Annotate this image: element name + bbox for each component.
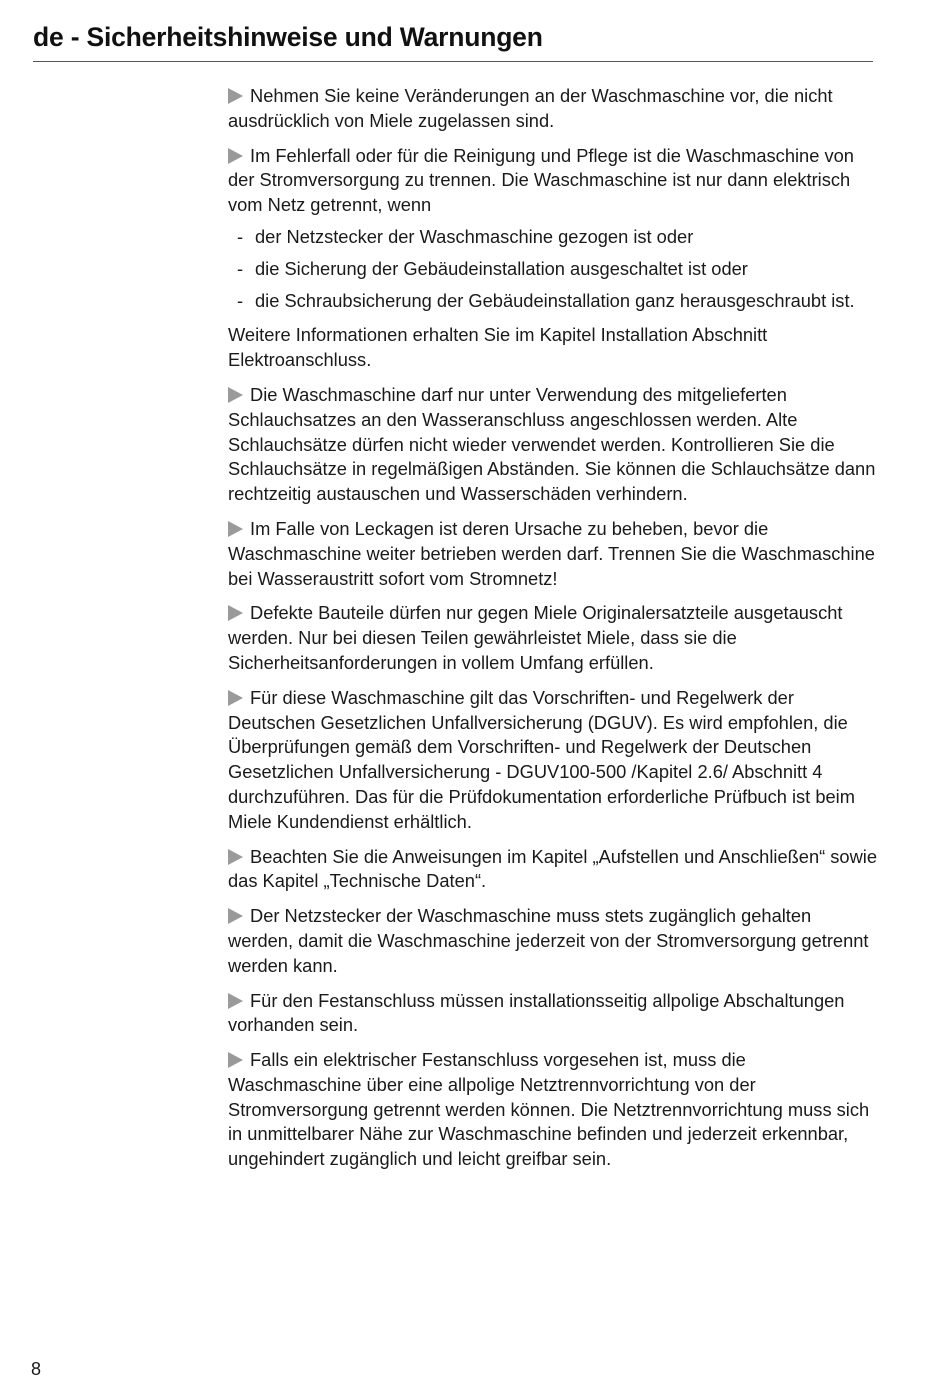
triangle-arrow-icon [228,387,243,403]
list-item [228,289,878,314]
paragraph-text: Die Waschmaschine darf nur unter Verwendung des mitgelieferten Schlauchsatzes an den Wasseranschluss angeschlossen werden. Alte Schlauchsätze dürfen nicht wieder verwendet werden. Kontrollieren Sie die Schlauchsätze in regelmäßigen Abständen. Sie können die Schlauchsätze dann rechtzeitig austauschen und Wasserschäden verhindern. [228,383,876,505]
page-title: de - Sicherheitshinweise und Warnungen [33,22,543,52]
paragraph-text: Im Fehlerfall oder für die Reinigung und Pflege ist die Waschmaschine von der Stromversorgung zu trennen. Die Waschmaschine ist nur dann elektrisch vom Netz getrennt, wenn [228,144,854,216]
info-paragraph: Weitere Informationen erhalten Sie im Kapitel Installation Abschnitt Elektroanschluss. [228,324,768,371]
safety-paragraph-1 [228,84,878,134]
page-number: 8 [31,1359,42,1379]
dash-marker: - [237,289,244,311]
list-item-text: der Netzstecker der Waschmaschine gezogen ist oder [255,225,694,247]
paragraph-text: Für den Festanschluss müssen installationsseitig allpolige Abschaltungen vorhanden sein. [228,989,845,1036]
paragraph-text: Defekte Bauteile dürfen nur gegen Miele Originalersatzteile ausgetauscht werden. Nur bei diesen Teilen gewährleistet Miele, dass sie die Sicherheitsanforderungen in vollem Umfang erfüllen. [228,602,843,673]
disconnect-conditions-list [228,225,878,313]
safety-content [228,84,878,1182]
list-item-text: die Sicherung der Gebäudeinstallation ausgeschaltet ist oder [255,257,748,279]
triangle-arrow-icon [228,88,243,104]
list-item [228,225,878,250]
title-divider [33,61,873,62]
dash-marker: - [237,225,244,247]
paragraph-text: Nehmen Sie keine Veränderungen an der Waschmaschine vor, die nicht ausdrücklich von Miele zugelassen sind. [228,85,833,131]
safety-paragraph-2 [228,144,878,218]
triangle-arrow-icon [228,690,243,706]
triangle-arrow-icon [228,849,243,865]
list-item [228,257,878,282]
safety-paragraph-11 [228,1048,878,1172]
safety-paragraph-10 [228,989,878,1039]
safety-paragraph-9 [228,904,878,978]
triangle-arrow-icon [228,148,243,164]
paragraph-text: Falls ein elektrischer Festanschluss vorgesehen ist, muss die Waschmaschine über eine allpolige Netztrennvorrichtung von der Stromversorgung getrennt werden können. Die Netztrennvorrichtung muss sich in unmittelbarer Nähe zur Waschmaschine befinden und jederzeit erkennbar, ungehindert zugänglich und leicht greifbar sein. [228,1049,870,1170]
safety-paragraph-8 [228,845,878,895]
paragraph-text: Im Falle von Leckagen ist deren Ursache zu beheben, bevor die Waschmaschine weiter betrieben werden darf. Trennen Sie die Waschmaschine bei Wasseraustritt sofort vom Stromnetz! [228,517,875,589]
safety-paragraph-4 [228,383,878,507]
paragraph-text: Der Netzstecker der Waschmaschine muss stets zugänglich gehalten werden, damit die Waschmaschine jederzeit von der Stromversorgung getrennt werden kann. [228,905,869,976]
safety-paragraph-5 [228,517,878,591]
safety-paragraph-7 [228,686,878,835]
triangle-arrow-icon [228,908,243,924]
triangle-arrow-icon [228,521,243,537]
triangle-arrow-icon [228,993,243,1009]
paragraph-text: Für diese Waschmaschine gilt das Vorschriften- und Regelwerk der Deutschen Gesetzlichen Unfallversicherung (DGUV). Es wird empfohlen, die Überprüfungen gemäß dem Vorschriften- und Regelwerk der Deutschen Gesetzlichen Unfallversicherung - DGUV100-500 /Kapitel 2.6/ Abschnitt 4 durchzuführen. Das für die Prüfdokumentation erforderliche Prüfbuch ist beim Miele Kundendienst erhältlich. [228,686,855,832]
dash-marker: - [237,257,244,279]
list-item-text: die Schraubsicherung der Gebäudeinstallation ganz herausgeschraubt ist. [255,289,855,311]
paragraph-text: Beachten Sie die Anweisungen im Kapitel „Aufstellen und Anschließen“ sowie das Kapitel „Technische Daten“. [228,845,878,892]
triangle-arrow-icon [228,605,243,621]
triangle-arrow-icon [228,1052,243,1068]
safety-paragraph-6 [228,601,878,675]
